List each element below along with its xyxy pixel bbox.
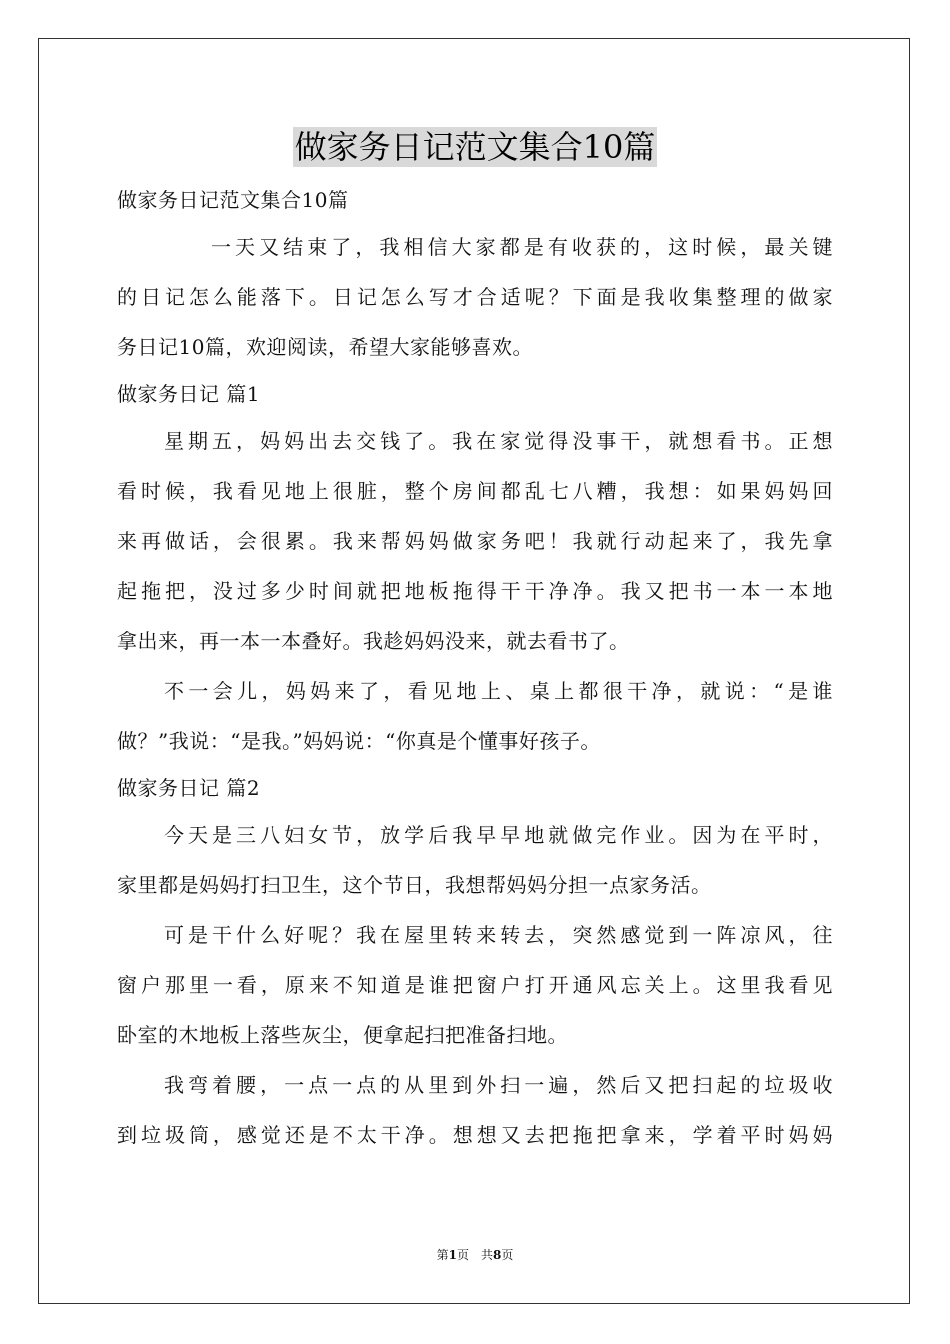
paragraph-line: 看时候，我看见地上很脏，整个房间都乱七八糟，我想：如果妈妈回 [117,479,833,503]
paragraph-line: 今天是三八妇女节，放学后我早早地就做完作业。因为在平时， [164,823,833,847]
paragraph-line: 的日记怎么能落下。日记怎么写才合适呢？下面是我收集整理的做家 [117,285,833,309]
section-heading: 做家务日记 篇2 [117,776,261,800]
paragraph-line: 卧室的木地板上落些灰尘，便拿起扫把准备扫地。 [117,1023,568,1047]
footer-page-total: 8 [493,1248,502,1262]
paragraph-line: 一天又结束了，我相信大家都是有收获的，这时候，最关键 [211,235,833,259]
paragraph-line: 我弯着腰，一点一点的从里到外扫一遍，然后又把扫起的垃圾收 [164,1073,833,1097]
section-heading: 做家务日记范文集合10篇 [117,188,349,212]
title-container [0,127,950,167]
footer-prefix: 第 [436,1248,449,1262]
paragraph-line: 星期五，妈妈出去交钱了。我在家觉得没事干，就想看书。正想 [164,429,833,453]
footer-mid: 页 共 [456,1248,493,1262]
paragraph-line: 到垃圾筒，感觉还是不太干净。想想又去把拖把拿来，学着平时妈妈 [117,1123,833,1147]
section-heading: 做家务日记 篇1 [117,382,261,406]
paragraph-line: 可是干什么好呢？我在屋里转来转去，突然感觉到一阵凉风，往 [164,923,833,947]
footer-suffix: 页 [501,1248,514,1262]
paragraph-line: 窗户那里一看，原来不知道是谁把窗户打开通风忘关上。这里我看见 [117,973,833,997]
paragraph-line: 家里都是妈妈打扫卫生，这个节日，我想帮妈妈分担一点家务活。 [117,873,712,897]
footer-page-current: 1 [448,1248,457,1262]
document-title: 做家务日记范文集合10篇 [294,128,656,166]
paragraph-line: 来再做话，会很累。我来帮妈妈做家务吧！我就行动起来了，我先拿 [117,529,833,553]
paragraph-line: 拿出来，再一本一本叠好。我趁妈妈没来，就去看书了。 [117,629,630,653]
document-body [117,178,833,1160]
paragraph-line: 务日记10篇，欢迎阅读，希望大家能够喜欢。 [117,335,533,359]
paragraph-line: 做？”我说：“是我。”妈妈说：“你真是个懂事好孩子。 [117,729,601,753]
paragraph-line: 不一会儿，妈妈来了，看见地上、桌上都很干净，就说：“是谁 [164,679,833,703]
page-footer [0,1246,950,1263]
paragraph-line: 起拖把，没过多少时间就把地板拖得干干净净。我又把书一本一本地 [117,579,833,603]
